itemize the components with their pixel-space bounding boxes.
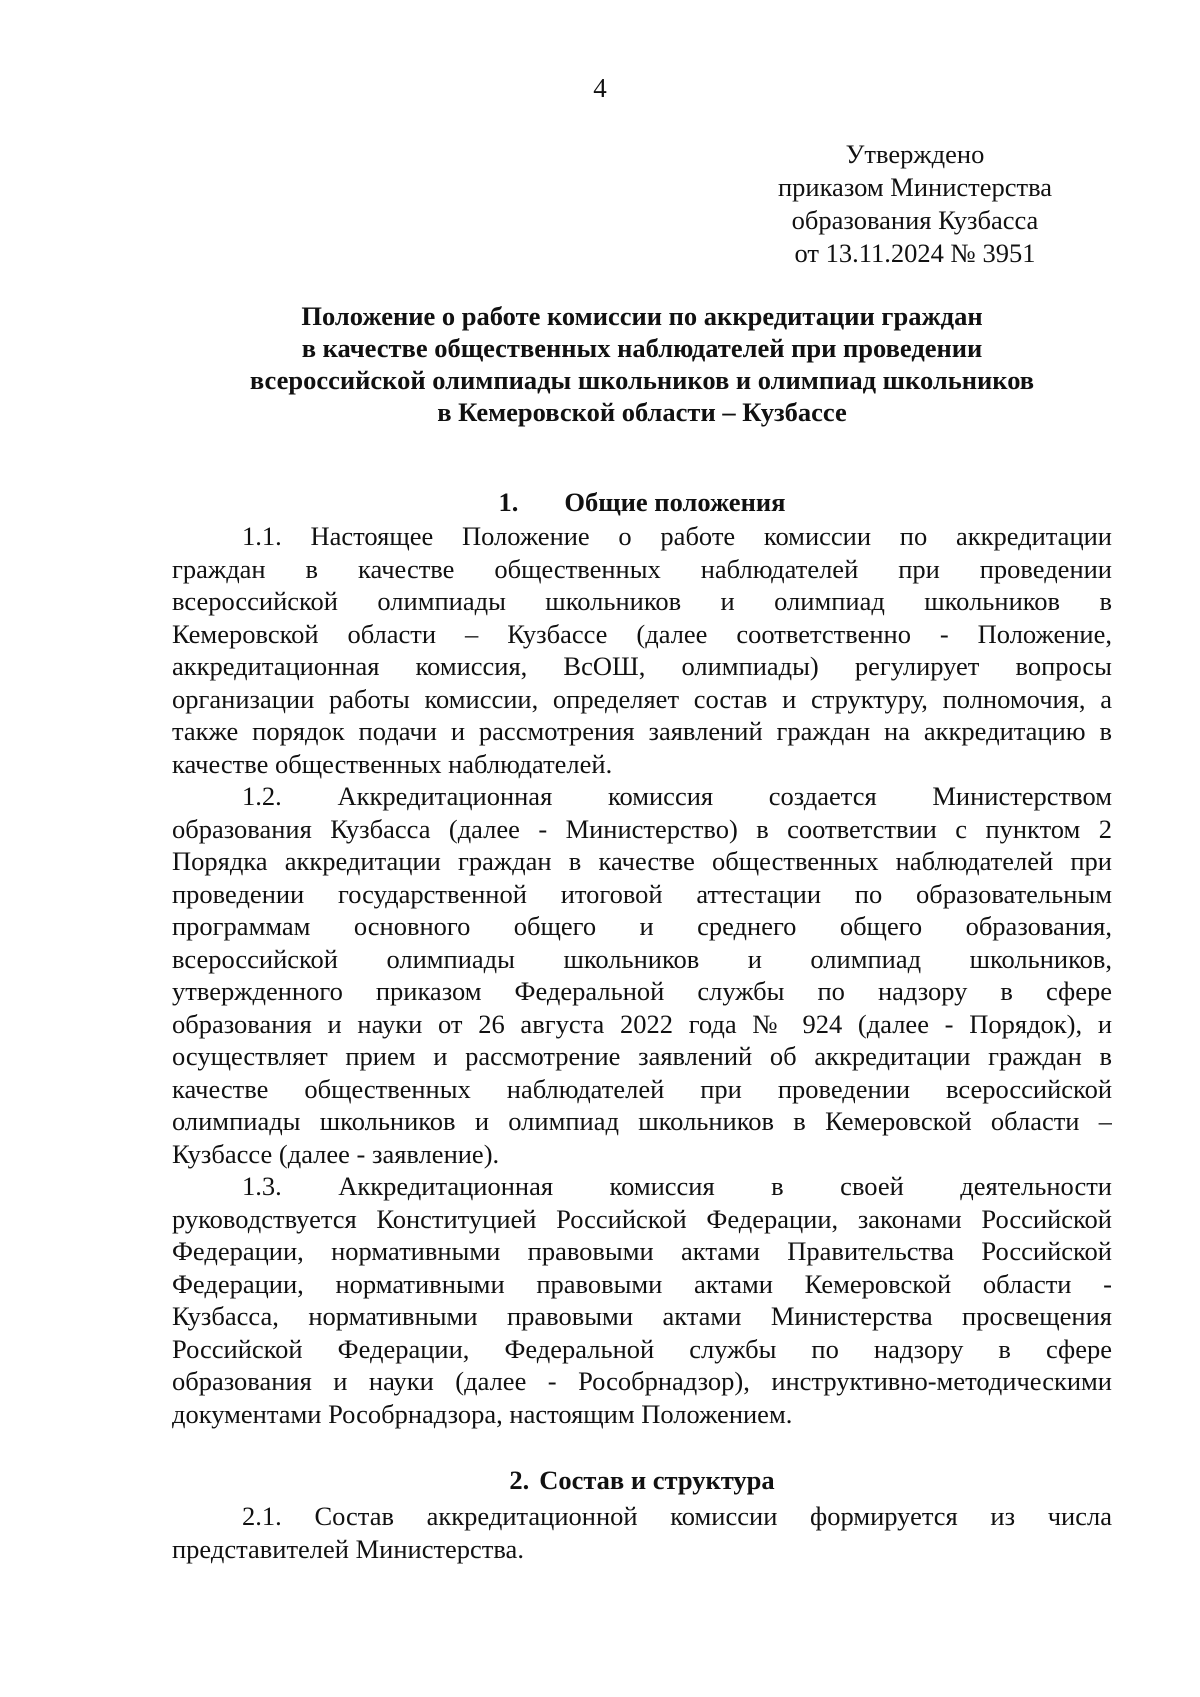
paragraph-line: 1.2. Аккредитационная комиссия создается Министерством	[242, 781, 1112, 811]
approval-line: от 13.11.2024 № 3951	[794, 238, 1036, 268]
section-body-composition	[172, 1500, 1112, 1565]
paragraph-line: качестве общественных наблюдателей.	[172, 748, 613, 779]
approval-line: образования Кузбасса	[791, 205, 1039, 235]
paragraph-line: 1.1. Настоящее Положение о работе комиссии по аккредитации	[242, 521, 1112, 551]
section-number: 2.	[509, 1465, 530, 1495]
section-heading-composition	[172, 1464, 1112, 1496]
document-title	[172, 300, 1112, 428]
paragraph-line: граждан в качестве общественных наблюдателей при проведении	[172, 553, 1112, 584]
section-number: 1.	[498, 487, 519, 517]
title-line: всероссийской олимпиады школьников и олимпиад школьников	[249, 365, 1035, 395]
section-body-general	[172, 520, 1112, 1430]
section-title: Состав и структура	[539, 1465, 775, 1495]
paragraph-line: аккредитационная комиссия, ВсОШ, олимпиады) регулирует вопросы	[172, 651, 1112, 681]
title-line: Положение о работе комиссии по аккредитации граждан	[301, 301, 983, 331]
section-title: Общие положения	[564, 487, 786, 517]
approval-line: Утверждено	[845, 139, 985, 169]
paragraph-line: документами Рособрнадзора, настоящим Положением.	[172, 1398, 793, 1429]
paragraph-line: представителей Министерства.	[172, 1533, 524, 1564]
paragraph-line: утвержденного приказом Федеральной службы по надзору в сфере	[172, 976, 1112, 1006]
paragraph-line: Кузбассе (далее - заявление).	[172, 1138, 500, 1169]
paragraph-line: всероссийской олимпиады школьников и олимпиад школьников в	[172, 586, 1112, 616]
title-line: в качестве общественных наблюдателей при проведении	[301, 333, 983, 363]
paragraph-line: проведении государственной итоговой аттестации по образовательным	[172, 878, 1112, 909]
approval-stamp-text	[725, 138, 1105, 270]
paragraph-line: всероссийской олимпиады школьников и олимпиад школьников,	[172, 943, 1112, 974]
paragraph-line: 2.1. Состав аккредитационной комиссии формируется из числа	[242, 1501, 1112, 1531]
paragraph-line: олимпиады школьников и олимпиад школьников в Кемеровской области –	[172, 1106, 1112, 1136]
title-line: в Кемеровской области – Кузбассе	[437, 397, 847, 427]
paragraph-line: 1.3. Аккредитационная комиссия в своей деятельности	[242, 1171, 1112, 1201]
paragraph-line: руководствуется Конституцией Российской Федерации, законами Российской	[172, 1203, 1112, 1234]
paragraph-line: программам основного общего и среднего общего образования,	[172, 911, 1112, 941]
approval-line: приказом Министерства	[777, 172, 1053, 202]
section-heading-general	[172, 486, 1112, 518]
paragraph-line: Кузбасса, нормативными правовыми актами Министерства просвещения	[172, 1301, 1112, 1331]
paragraph-line: Порядка аккредитации граждан в качестве общественных наблюдателей при	[172, 846, 1112, 876]
paragraph-line: Федерации, нормативными правовыми актами Правительства Российской	[172, 1236, 1112, 1266]
paragraph-line: качестве общественных наблюдателей при проведении всероссийской	[172, 1073, 1112, 1104]
paragraph-line: образования и науки от 26 августа 2022 года № 924 (далее - Порядок), и	[172, 1008, 1112, 1039]
paragraph-line: также порядок подачи и рассмотрения заявлений граждан на аккредитацию в	[172, 716, 1112, 746]
paragraph-line: образования Кузбасса (далее - Министерство) в соответствии с пунктом 2	[172, 813, 1112, 844]
paragraph-line: организации работы комиссии, определяет состав и структуру, полномочия, а	[172, 683, 1112, 714]
paragraph-line: Кемеровской области – Кузбассе (далее соответственно - Положение,	[172, 618, 1112, 649]
paragraph-line: Федерации, нормативными правовыми актами Кемеровской области -	[172, 1268, 1112, 1299]
paragraph-line: образования и науки (далее - Рособрнадзор), инструктивно-методическими	[172, 1366, 1112, 1396]
paragraph-line: Российской Федерации, Федеральной службы по надзору в сфере	[172, 1333, 1112, 1364]
paragraph-line: осуществляет прием и рассмотрение заявлений об аккредитации граждан в	[172, 1041, 1112, 1071]
page-number: 4	[593, 73, 607, 103]
